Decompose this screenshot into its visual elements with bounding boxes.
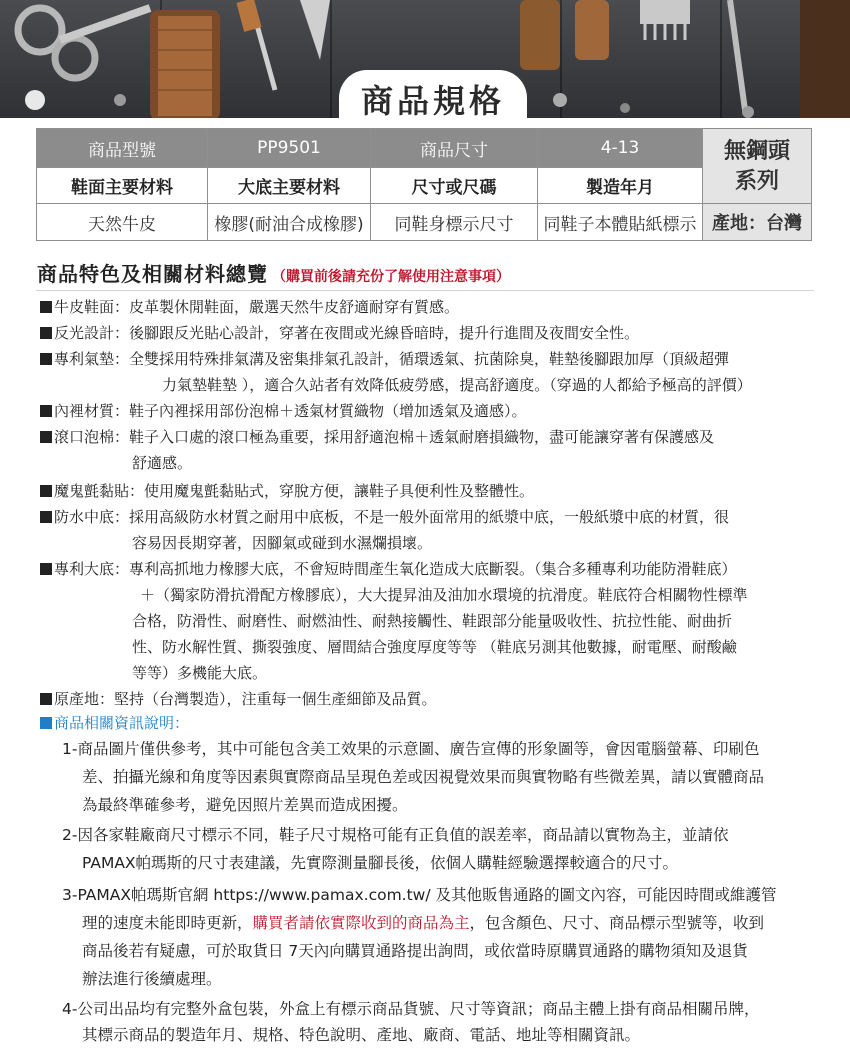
info-line: 4-公司出品均有完整外盒包裝，外盒上有標示商品貨號、尺寸等資訊；商品主體上掛有商品相關吊牌， bbox=[62, 1000, 760, 1018]
square-bullet-icon bbox=[40, 511, 52, 523]
square-bullet-icon bbox=[40, 485, 52, 497]
awl-icon bbox=[236, 0, 275, 90]
feature-text: 魔鬼氈黏貼：使用魔鬼氈黏貼式，穿脫方便，讓鞋子具便利性及整體性。 bbox=[54, 482, 535, 500]
feature-text-continued: 等等）多機能大底。 bbox=[132, 664, 268, 682]
table-cell: 同鞋身標示尺寸 bbox=[371, 204, 538, 241]
table-header-cell: 大底主要材料 bbox=[208, 168, 371, 204]
table-header-cell: 製造年月 bbox=[538, 168, 703, 204]
table-cell: 同鞋子本體貼紙標示 bbox=[538, 204, 703, 241]
table-header-cell: 鞋面主要材料 bbox=[37, 168, 208, 204]
thread-spool-icon bbox=[150, 10, 220, 118]
feature-item bbox=[40, 400, 527, 422]
feature-text-continued: 合格，防滑性、耐磨性、耐燃油性、耐熱接觸性、鞋跟部分能量吸收性、抗拉性能、耐曲折 bbox=[132, 612, 733, 630]
section-title-text: 商品特色及相關材料總覽 bbox=[37, 262, 268, 286]
feature-item bbox=[40, 296, 459, 318]
table-row bbox=[37, 129, 812, 168]
square-bullet-icon bbox=[40, 563, 52, 575]
info-text: 理的速度未能即時更新， bbox=[82, 914, 253, 932]
table-header-cell: 尺寸或尺碼 bbox=[371, 168, 538, 204]
info-highlight: 購買者請依實際收到的商品為主 bbox=[252, 914, 470, 932]
info-line: PAMAX帕瑪斯的尺寸表建議，先實際測量腳長後，依個人購鞋經驗選擇較適合的尺寸。 bbox=[82, 854, 679, 872]
table-row bbox=[37, 204, 812, 241]
info-line: 2-因各家鞋廠商尺寸標示不同，鞋子尺寸規格可能有正負值的誤差率，商品請以實物為主，並請依 bbox=[62, 826, 729, 844]
square-bullet-icon bbox=[40, 327, 52, 339]
feature-text-continued: 容易因長期穿著，因腳氣或碰到水濕爛損壞。 bbox=[132, 534, 433, 552]
section-title bbox=[37, 258, 510, 287]
feature-text-continued: 舒適感。 bbox=[132, 454, 193, 472]
table-cell: PP9501 bbox=[208, 129, 371, 168]
table-cell: 4-13 bbox=[538, 129, 703, 168]
page-title-tab bbox=[339, 70, 527, 118]
header-banner bbox=[0, 0, 850, 118]
info-line: 其標示商品的製造年月、規格、特色說明、產地、廠商、電話、地址等相關資訊。 bbox=[82, 1026, 641, 1044]
table-cell: 橡膠(耐油合成橡膠) bbox=[208, 204, 371, 241]
feature-text: 專利氣墊：全雙採用特殊排氣溝及密集排氣孔設計，循環透氣、抗菌除臭，鞋墊後腳跟加厚（頂級超彈 bbox=[54, 350, 730, 368]
feature-text: 滾口泡棉：鞋子入口處的滾口極為重要，採用舒適泡棉＋透氣耐磨損織物，盡可能讓穿著有保護感及 bbox=[54, 428, 715, 446]
info-title-text: 商品相關資訊說明： bbox=[54, 714, 190, 732]
square-bullet-icon bbox=[40, 717, 52, 729]
square-bullet-icon bbox=[40, 693, 52, 705]
table-cell: 商品尺寸 bbox=[371, 129, 538, 168]
stitching-chisel-icon bbox=[640, 0, 754, 118]
info-title bbox=[40, 712, 189, 734]
knife-icon bbox=[300, 0, 330, 60]
divider bbox=[36, 290, 814, 291]
info-line: 辦法進行後續處理。 bbox=[82, 970, 222, 988]
table-cell: 商品型號 bbox=[37, 129, 208, 168]
feature-item bbox=[40, 480, 534, 502]
square-bullet-icon bbox=[40, 405, 52, 417]
feature-item bbox=[40, 348, 729, 370]
series-badge-line2: 系列 bbox=[734, 168, 779, 194]
info-line: 1-商品圖片僅供參考，其中可能包含美工效果的示意圖、廣告宣傳的形象圖等，會因電腦螢幕、印刷色 bbox=[62, 740, 760, 758]
feature-text: 內裡材質：鞋子內裡採用部份泡棉＋透氣材質織物（增加透氣及適感）。 bbox=[54, 402, 527, 420]
feature-text: 牛皮鞋面：皮革製休閒鞋面，嚴選天然牛皮舒適耐穿有質感。 bbox=[54, 298, 460, 316]
square-bullet-icon bbox=[40, 431, 52, 443]
square-bullet-icon bbox=[40, 301, 52, 313]
series-badge bbox=[703, 129, 812, 204]
origin-badge: 產地：台灣 bbox=[703, 204, 812, 241]
page-title: 商品規格 bbox=[360, 82, 505, 118]
feature-item bbox=[40, 688, 437, 710]
info-line bbox=[82, 912, 764, 934]
table-row bbox=[37, 168, 812, 204]
feature-item bbox=[40, 322, 639, 344]
info-text: ，包含顏色、尺寸、商品標示型號等，收到 bbox=[469, 914, 765, 932]
feature-text: 專利大底：專利高抓地力橡膠大底，不會短時間產生氧化造成大底斷裂。（集合多種專利功能防滑鞋底） bbox=[54, 560, 737, 578]
feature-item bbox=[40, 426, 714, 448]
feature-item bbox=[40, 506, 729, 528]
spec-table bbox=[36, 128, 812, 241]
feature-text: 防水中底：採用高級防水材質之耐用中底板，不是一般外面常用的紙漿中底，一般紙漿中底的材質，很 bbox=[54, 508, 730, 526]
scissors-icon bbox=[18, 8, 150, 78]
table-cell: 天然牛皮 bbox=[37, 204, 208, 241]
feature-text-continued: 性、防水解性質、撕裂強度、層間結合強度厚度等等 （鞋底另測其他數據，耐電壓、耐酸鹼 bbox=[132, 638, 737, 656]
ring-icon bbox=[25, 90, 45, 110]
info-line: 差、拍攝光線和角度等因素與實際商品呈現色差或因視覺效果而與實物略有些微差異，請以實體商品 bbox=[82, 768, 765, 786]
feature-text: 反光設計：後腳跟反光貼心設計，穿著在夜間或光線昏暗時，提升行進間及夜間安全性。 bbox=[54, 324, 640, 342]
section-note: （購買前後請充份了解使用注意事項） bbox=[272, 269, 510, 285]
feature-text: 原產地：堅持（台灣製造），注重每一個生產細節及品質。 bbox=[54, 690, 437, 708]
feature-text-continued: ＋（獨家防滑抗滑配方橡膠底），大大提昇油及油加水環境的抗滑度。鞋底符合相關物性標準 bbox=[140, 586, 748, 604]
series-badge-line1: 無鋼頭 bbox=[723, 138, 790, 164]
info-line: 3-PAMAX帕瑪斯官網 https://www.pamax.com.tw/ 及其他販售通路的圖文內容，可能因時間或維護管 bbox=[62, 886, 777, 904]
info-line: 商品後若有疑慮，可於取貨日 7天內向購買通路提出詢問，或依當時原購買通路的購物須知及退貨 bbox=[82, 942, 748, 960]
feature-item bbox=[40, 558, 737, 580]
info-line: 為最終準確參考，避免因照片差異而造成困擾。 bbox=[82, 796, 408, 814]
feature-text-continued: 力氣墊鞋墊 ），適合久站者有效降低疲勞感，提高舒適度。（穿過的人都給予極高的評價） bbox=[162, 376, 752, 394]
square-bullet-icon bbox=[40, 353, 52, 365]
